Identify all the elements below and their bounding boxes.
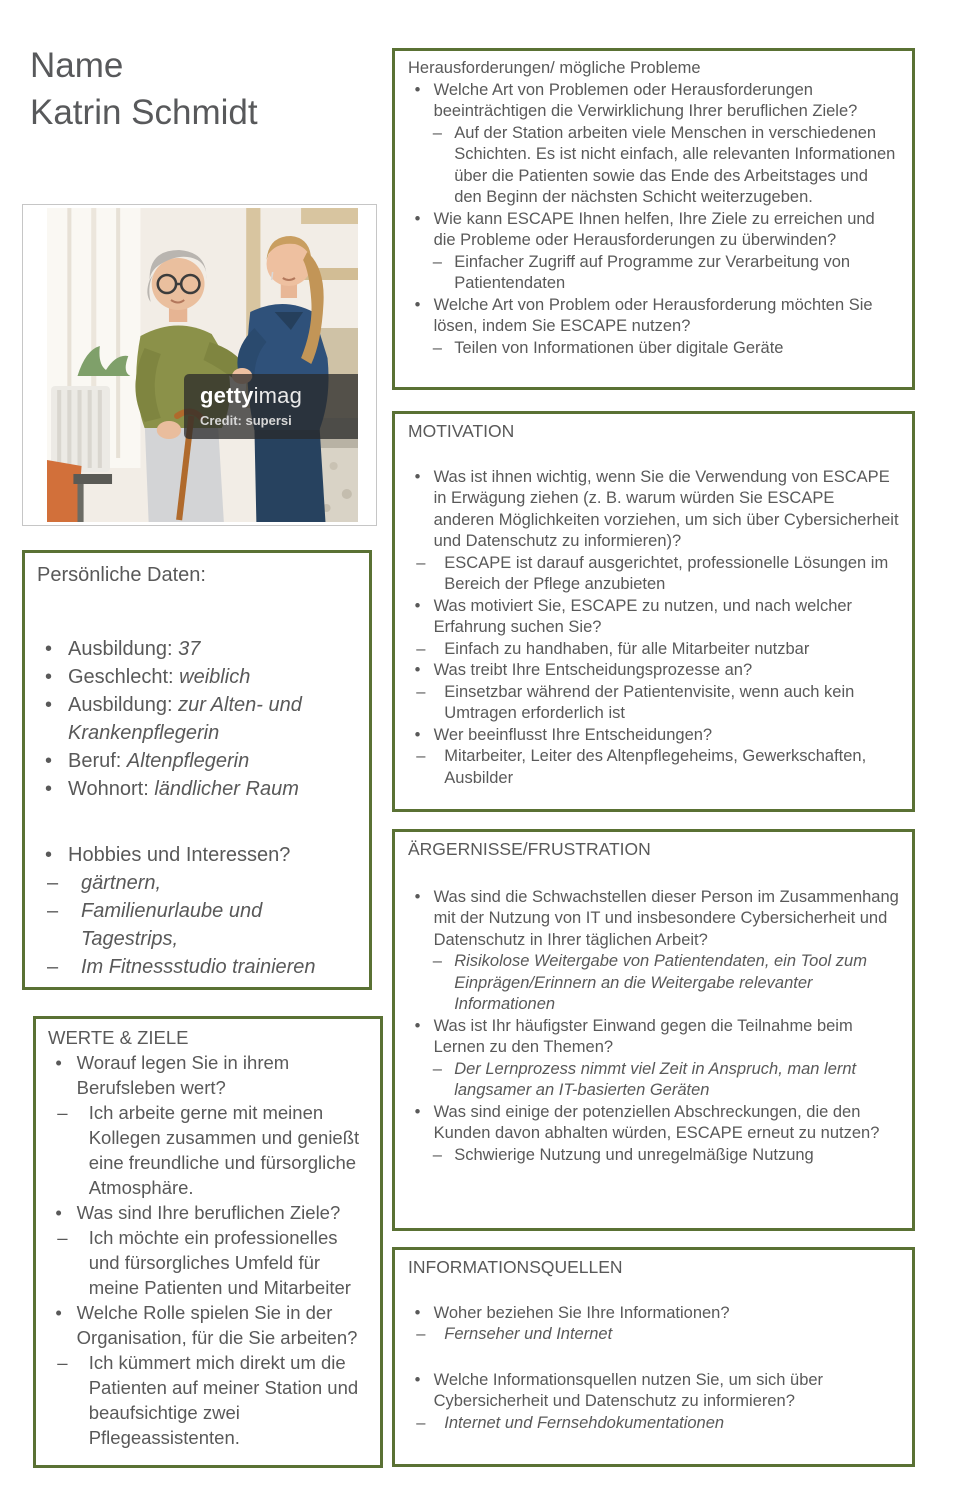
list-item: • Ausbildung: zur Alten- und Krankenpflegerin bbox=[37, 691, 357, 747]
section-challenges bbox=[392, 48, 915, 390]
bullet-marker: • bbox=[55, 1302, 62, 1323]
dash-marker: – bbox=[416, 682, 426, 701]
sources-list bbox=[408, 1303, 899, 1435]
list-item: • Worauf legen Sie in ihrem Berufsleben wert? bbox=[55, 1052, 290, 1098]
list-item: • Ausbildung: 37 bbox=[37, 635, 357, 663]
name-label: Name bbox=[30, 46, 124, 85]
bullet-marker: • bbox=[414, 725, 421, 744]
list-item: • Wie kann ESCAPE Ihnen helfen, Ihre Ziele zu erreichen und die Probleme oder Herausforderungen zu überwinden? bbox=[414, 209, 875, 249]
list-item: • Beruf: Altenpflegerin bbox=[37, 747, 357, 775]
getty-watermark-credit: Credit: supersi bbox=[200, 413, 292, 429]
frustration-list bbox=[408, 887, 899, 1167]
list-item: – Ich arbeite gerne mit meinen Kollegen zusammen und genießt eine freundliche und fürsorgliche Atmosphäre. bbox=[57, 1102, 360, 1198]
list-item: – Risikolose Weitergabe von Patientendaten, ein Tool zum Einprägen/Erinnern an die Weitergabe relevanter Informationen bbox=[432, 952, 867, 1013]
page-title bbox=[30, 42, 258, 136]
section-frustration bbox=[392, 829, 915, 1231]
dash-marker: – bbox=[57, 1102, 68, 1123]
section-title-values: WERTE & ZIELE bbox=[48, 1027, 189, 1048]
list-item: • Geschlecht: weiblich bbox=[37, 663, 357, 691]
dash-marker: – bbox=[416, 639, 426, 658]
bullet-marker: • bbox=[414, 467, 421, 486]
section-personal-data bbox=[22, 550, 372, 990]
list-item: • Welche Art von Problemen oder Herausforderungen beeinträchtigen die Verwirklichung Ihrer beruflichen Ziele? bbox=[414, 80, 858, 120]
bullet-marker: • bbox=[414, 661, 421, 679]
list-item: • Was treibt Ihre Entscheidungsprozesse an? bbox=[408, 660, 899, 682]
bullet-marker: • bbox=[414, 209, 421, 228]
values-list bbox=[48, 1050, 368, 1450]
list-item: • Wohnort: ländlicher Raum bbox=[37, 775, 357, 803]
persona-photo-frame bbox=[22, 204, 377, 526]
list-item: – Familienurlaube und Tagestrips, bbox=[37, 897, 357, 953]
dash-marker: – bbox=[432, 1145, 442, 1164]
list-item: – Im Fitnessstudio trainieren bbox=[37, 953, 357, 981]
dash-marker: – bbox=[57, 1352, 68, 1373]
list-item: – Der Lernprozess nimmt viel Zeit in Anspruch, man lernt langsamer an IT-basierten Geräten bbox=[432, 1059, 857, 1099]
persona-name: Katrin Schmidt bbox=[30, 93, 258, 132]
list-item: – Teilen von Informationen über digitale Geräte bbox=[408, 338, 899, 360]
list-spacer bbox=[37, 803, 357, 841]
getty-watermark bbox=[184, 374, 358, 439]
section-title-challenges: Herausforderungen/ mögliche Probleme bbox=[408, 59, 701, 77]
list-item: • Woher beziehen Sie Ihre Informationen? bbox=[408, 1303, 899, 1325]
dash-marker: – bbox=[432, 1059, 442, 1078]
dash-marker: – bbox=[47, 872, 59, 894]
list-item: • Hobbies und Interessen? bbox=[37, 841, 357, 869]
bullet-marker: • bbox=[414, 1303, 421, 1322]
dash-marker: – bbox=[57, 1227, 68, 1248]
list-item: • Wer beeinflusst Ihre Entscheidungen? bbox=[408, 725, 899, 747]
list-item: • Was sind die Schwachstellen dieser Person im Zusammenhang mit der Nutzung von IT und insbesondere Cybersicherheit und Datenschutz in Ihrer täglichen Arbeit? bbox=[414, 887, 899, 949]
getty-watermark-brand: gettyimag bbox=[200, 383, 303, 409]
list-item: • Welche Rolle spielen Sie in der Organisation, für die Sie arbeiten? bbox=[55, 1302, 358, 1348]
list-item: • Welche Informationsquellen nutzen Sie, um sich über Cybersicherheit und Datenschutz zu informieren? bbox=[414, 1370, 824, 1410]
motivation-list bbox=[408, 467, 899, 790]
list-item: – Einfacher Zugriff auf Programme zur Verarbeitung von Patientendaten bbox=[432, 252, 851, 292]
list-item: – Schwierige Nutzung und unregelmäßige Nutzung bbox=[408, 1145, 899, 1167]
challenges-list bbox=[408, 80, 899, 360]
bullet-marker: • bbox=[45, 750, 53, 772]
list-item: – Ich kümmert mich direkt um die Patienten auf meiner Station und beaufsichtige zwei Pflegeassistenten. bbox=[57, 1352, 359, 1448]
bullet-marker: • bbox=[45, 694, 53, 716]
dash-marker: – bbox=[47, 900, 59, 922]
list-item: – Internet und Fernsehdokumentationen bbox=[408, 1413, 899, 1435]
bullet-marker: • bbox=[414, 887, 421, 906]
bullet-marker: • bbox=[45, 638, 53, 660]
list-item: – Ich möchte ein professionelles und fürsorgliches Umfeld für meine Patienten und Mitarbeiter bbox=[57, 1227, 351, 1298]
dash-marker: – bbox=[416, 747, 426, 765]
bullet-marker: • bbox=[45, 778, 53, 800]
bullet-marker: • bbox=[414, 295, 421, 314]
list-item: – Fernseher und Internet bbox=[408, 1324, 899, 1346]
section-title-motivation: MOTIVATION bbox=[408, 421, 515, 441]
list-item: – Einfach zu handhaben, für alle Mitarbeiter nutzbar bbox=[408, 639, 899, 661]
dash-marker: – bbox=[432, 338, 442, 357]
dash-marker: – bbox=[47, 956, 59, 978]
bullet-marker: • bbox=[414, 1102, 421, 1121]
dash-marker: – bbox=[416, 553, 426, 572]
dash-marker: – bbox=[432, 123, 442, 142]
list-item: – Auf der Station arbeiten viele Menschen in verschiedenen Schichten. Es ist nicht einfach, alle relevanten Informationen über die Patienten sowie das Ende des Arbeitstages und den Beginn der nächsten Schicht weiterzugeben. bbox=[432, 123, 896, 206]
list-item: – gärtnern, bbox=[37, 869, 357, 897]
section-title-frustration: ÄRGERNISSE/FRUSTRATION bbox=[408, 839, 651, 859]
list-item: – Mitarbeiter, Leiter des Altenpflegeheims, Gewerkschaften, Ausbilder bbox=[416, 747, 867, 787]
bullet-marker: • bbox=[414, 596, 421, 615]
list-item: – Einsetzbar während der Patientenvisite, wenn auch kein Umtragen erforderlich ist bbox=[416, 682, 855, 722]
list-item: – ESCAPE ist darauf ausgerichtet, professionelle Lösungen im Bereich der Pflege anzubieten bbox=[416, 553, 889, 593]
bullet-marker: • bbox=[414, 80, 421, 99]
bullet-marker: • bbox=[414, 1016, 421, 1035]
section-information-sources bbox=[392, 1247, 915, 1467]
list-item: • Was ist Ihr häufigster Einwand gegen die Teilnahme beim Lernen zu den Themen? bbox=[414, 1016, 853, 1056]
list-spacer bbox=[408, 1346, 899, 1370]
persona-photo bbox=[47, 208, 358, 522]
personal-list bbox=[37, 635, 357, 981]
dash-marker: – bbox=[432, 952, 442, 970]
list-item: • Welche Art von Problem oder Herausforderung möchten Sie lösen, indem Sie ESCAPE nutzen? bbox=[414, 295, 873, 335]
section-motivation bbox=[392, 411, 915, 812]
persona-photo-illustration bbox=[47, 208, 358, 522]
dash-marker: – bbox=[416, 1413, 426, 1432]
bullet-marker: • bbox=[55, 1202, 62, 1223]
list-item: • Was sind einige der potenziellen Abschreckungen, die den Kunden davon abhalten würden, ESCAPE erneut zu nutzen? bbox=[414, 1102, 880, 1142]
section-title-personal: Persönliche Daten: bbox=[37, 564, 206, 586]
bullet-marker: • bbox=[45, 666, 53, 688]
bullet-marker: • bbox=[414, 1370, 421, 1389]
section-title-sources: INFORMATIONSQUELLEN bbox=[408, 1257, 623, 1277]
list-item: • Was motiviert Sie, ESCAPE zu nutzen, und nach welcher Erfahrung suchen Sie? bbox=[414, 596, 853, 636]
bullet-marker: • bbox=[45, 844, 53, 866]
dash-marker: – bbox=[416, 1325, 426, 1343]
list-item: • Was ist ihnen wichtig, wenn Sie die Verwendung von ESCAPE in Erwägung ziehen (z. B. warum würden Sie ESCAPE anderen Möglichkeiten vorziehen, um sich über Cybersicherheit und Datenschutz zu informieren)? bbox=[414, 467, 899, 550]
dash-marker: – bbox=[432, 252, 442, 271]
section-values-goals bbox=[33, 1016, 383, 1468]
bullet-marker: • bbox=[55, 1052, 62, 1073]
list-item: • Was sind Ihre beruflichen Ziele? bbox=[55, 1202, 341, 1223]
